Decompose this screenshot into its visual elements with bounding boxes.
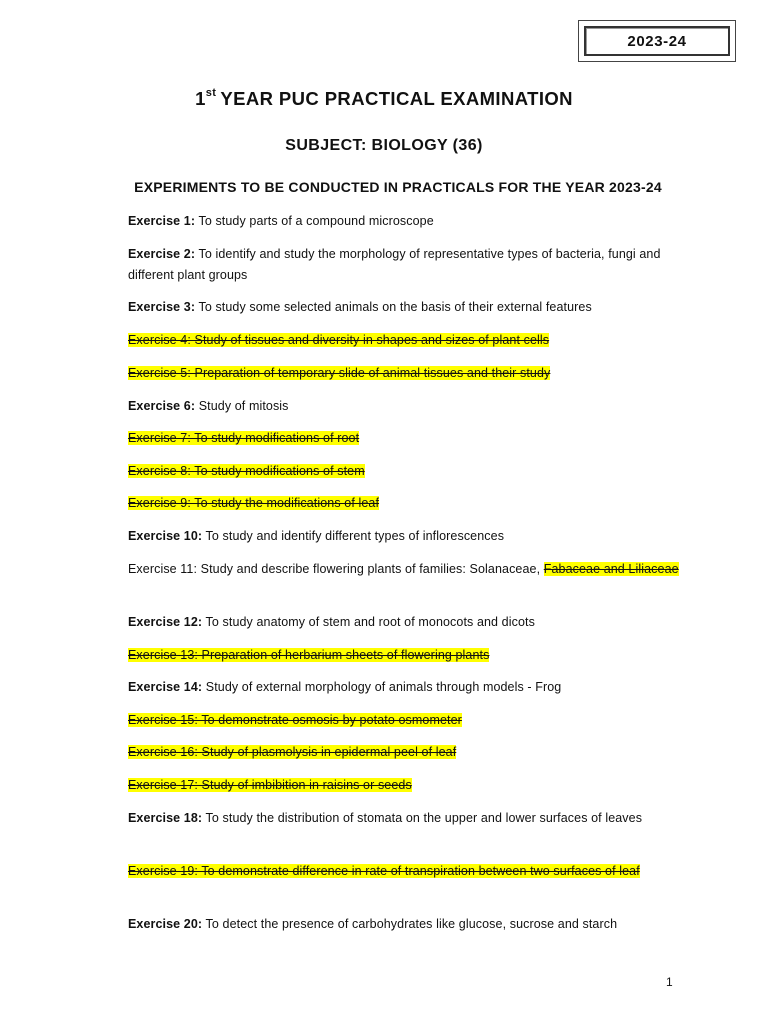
exercise-item-4 <box>128 330 680 351</box>
exercise-item-6 <box>128 396 680 417</box>
exercise-item-12 <box>128 612 680 633</box>
exercise-struck-text: Exercise 17: Study of imbibition in raisins or seeds <box>128 778 412 792</box>
exercise-text: To identify and study the morphology of representative types of bacteria, fungi and different plant groups <box>128 247 661 282</box>
exercise-struck-text: Exercise 19: To demonstrate difference in rate of transpiration between two surfaces of leaf <box>128 864 640 878</box>
exercise-item-18 <box>128 808 680 829</box>
exercise-item-10 <box>128 526 680 547</box>
exercise-item-3 <box>128 297 680 318</box>
subject-heading: SUBJECT: BIOLOGY (36) <box>285 137 483 154</box>
exercise-item-16 <box>128 742 680 763</box>
exercise-item-9 <box>128 493 680 514</box>
exercise-text: Study of mitosis <box>198 399 289 413</box>
exercise-label: Exercise 10: <box>128 529 203 543</box>
exercise-text: Study of external morphology of animals through models - Frog <box>205 680 562 694</box>
exercise-label: Exercise 14: <box>128 680 203 694</box>
exercise-item-14 <box>128 677 680 698</box>
exercise-text: To study and identify different types of inflorescences <box>205 529 505 543</box>
academic-year-box <box>578 20 736 62</box>
exercise-item-1 <box>128 211 680 232</box>
exercise-item-17 <box>128 775 680 796</box>
exercise-item-5 <box>128 363 680 384</box>
exercise-text: Exercise 11: Study and describe flowering plants of families: Solanaceae, <box>128 562 544 576</box>
exercise-item-2 <box>128 244 680 286</box>
exercise-text: To study the distribution of stomata on the upper and lower surfaces of leaves <box>205 811 643 825</box>
exercise-item-20 <box>128 914 680 935</box>
academic-year-label: 2023-24 <box>584 26 730 56</box>
exercise-label: Exercise 3: <box>128 300 196 314</box>
exercise-item-13 <box>128 645 680 666</box>
exercise-text: To detect the presence of carbohydrates like glucose, sucrose and starch <box>205 917 618 931</box>
exercise-text: To study parts of a compound microscope <box>198 214 434 228</box>
exercise-struck-text: Exercise 8: To study modifications of stem <box>128 464 365 478</box>
exercise-struck-text: Exercise 16: Study of plasmolysis in epidermal peel of leaf <box>128 745 457 759</box>
exercise-struck-text: Exercise 15: To demonstrate osmosis by potato osmometer <box>128 713 462 727</box>
exercise-struck-text: Fabaceae and Liliaceae <box>543 562 679 576</box>
exercise-struck-text: Exercise 7: To study modifications of root <box>128 431 360 445</box>
exercise-label: Exercise 6: <box>128 399 196 413</box>
exercise-item-7 <box>128 428 680 449</box>
exercise-item-11 <box>128 559 680 580</box>
exercise-item-15 <box>128 710 680 731</box>
exercise-struck-text: Exercise 9: To study the modifications of leaf <box>128 496 380 510</box>
exercise-text: To study anatomy of stem and root of monocots and dicots <box>205 615 535 629</box>
page-title <box>0 88 768 110</box>
exercise-item-8 <box>128 461 680 482</box>
exercise-item-19 <box>128 861 680 882</box>
exercise-text: To study some selected animals on the basis of their external features <box>198 300 592 314</box>
exercise-struck-text: Exercise 13: Preparation of herbarium sheets of flowering plants <box>128 648 490 662</box>
exercise-label: Exercise 18: <box>128 811 203 825</box>
exercise-label: Exercise 20: <box>128 917 203 931</box>
exercise-label: Exercise 1: <box>128 214 196 228</box>
title-prefix: 1 <box>195 88 206 109</box>
title-superscript: st <box>205 86 217 99</box>
exercise-struck-text: Exercise 5: Preparation of temporary slide of animal tissues and their study <box>128 366 551 380</box>
experiments-heading: EXPERIMENTS TO BE CONDUCTED IN PRACTICALS FOR THE YEAR 2023-24 <box>134 179 662 195</box>
exercise-label: Exercise 2: <box>128 247 196 261</box>
exercise-struck-text: Exercise 4: Study of tissues and diversity in shapes and sizes of plant cells <box>128 333 550 347</box>
title-main: YEAR PUC PRACTICAL EXAMINATION <box>220 88 573 109</box>
exercise-label: Exercise 12: <box>128 615 203 629</box>
page-number: 1 <box>666 975 673 989</box>
